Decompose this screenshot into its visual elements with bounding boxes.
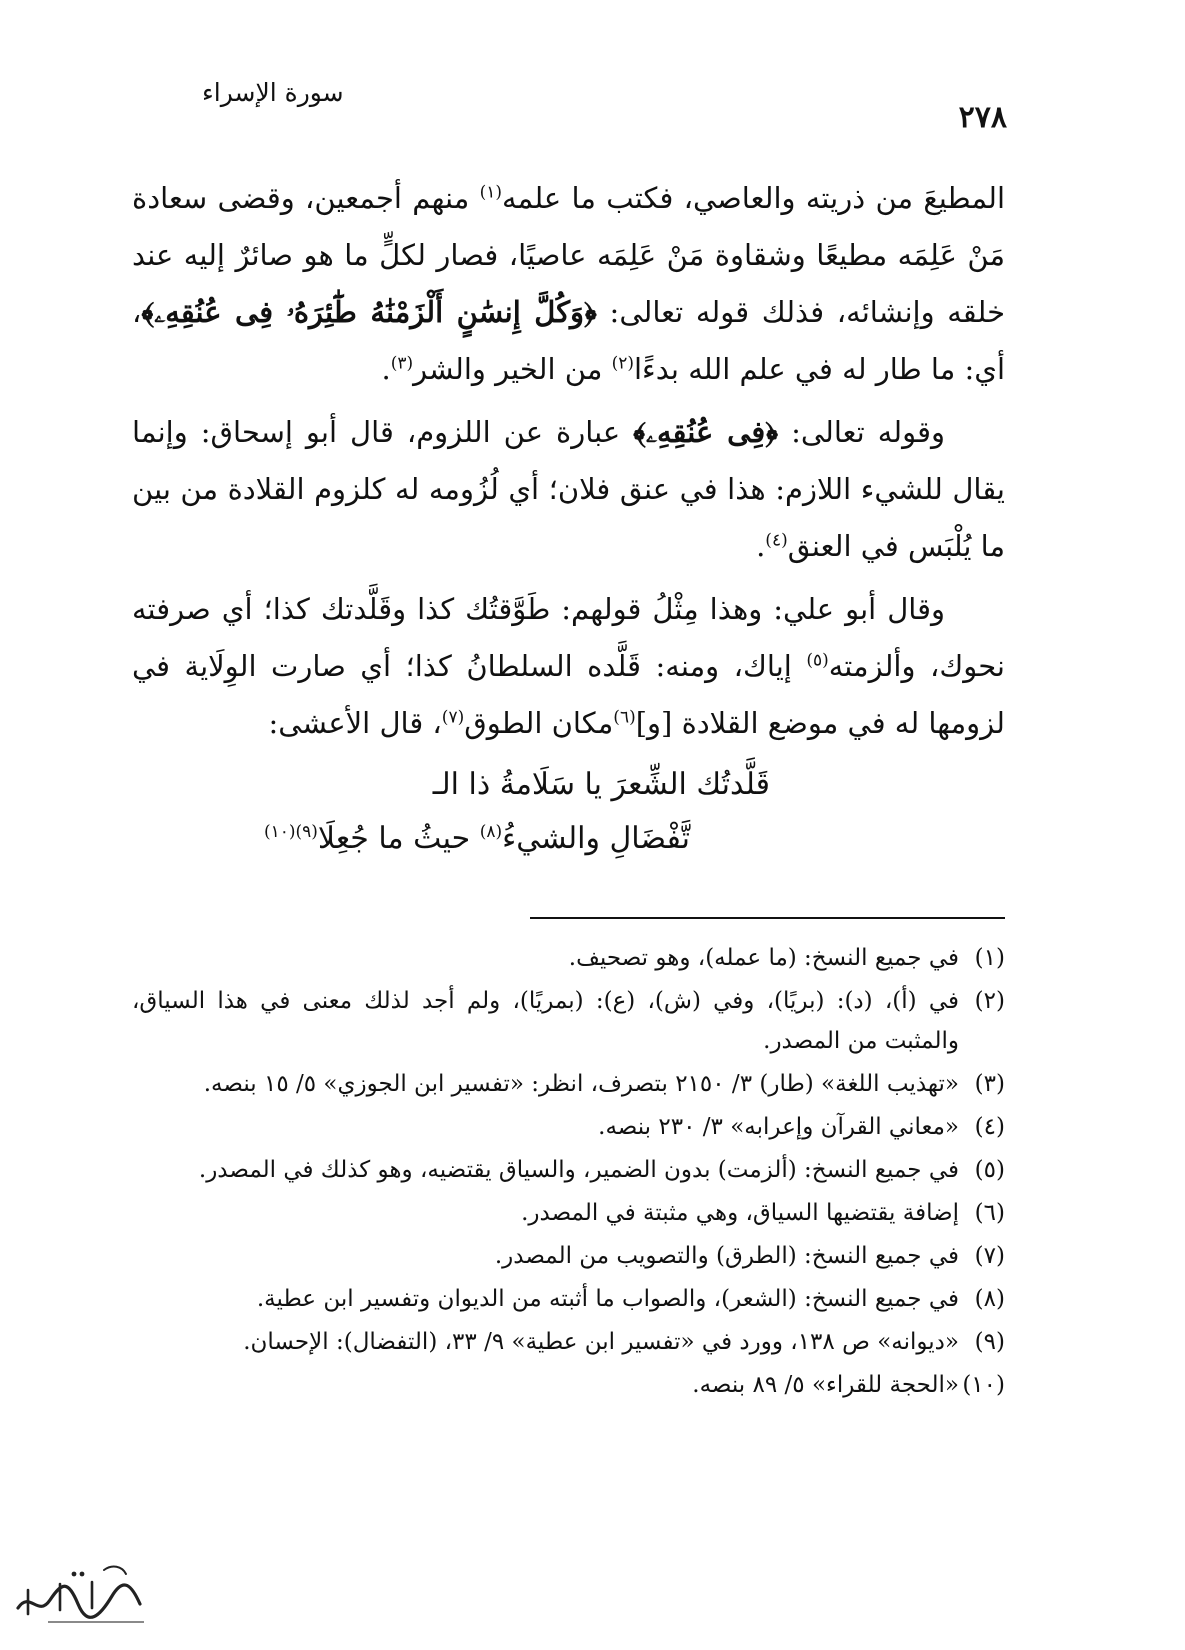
footnote-item (132, 1279, 1005, 1319)
footnote-ref-10[interactable]: (١٠) (263, 822, 296, 842)
text-run: وقوله تعالى: (778, 415, 945, 449)
poem-verse (132, 758, 1005, 866)
footnote-text: «ديوانه» ص ١٣٨، وورد في «تفسير ابن عطية» ٩/ ٣٣، (التفضال): الإحسان. (243, 1329, 959, 1355)
footnote-text: في جميع النسخ: (الشعر)، والصواب ما أثبته من الديوان وتفسير ابن عطية. (256, 1286, 959, 1312)
footnote-ref-5[interactable]: (٥) (806, 650, 829, 671)
footnote-text: في جميع النسخ: (ألزمت) بدون الضمير، والسياق يقتضيه، وهو كذلك في المصدر. (198, 1157, 959, 1183)
footnote-item (132, 1365, 1005, 1405)
footnote-item (132, 1236, 1005, 1276)
footnotes (132, 938, 1005, 1408)
text-run: إياك، ومنه: قَلَّده السلطانُ كذا؛ أي صارت الوِلَاية في لزومها له في موضع القلادة [و] (132, 649, 1005, 740)
text-run: عبارة عن اللزوم، قال أبو إسحاق: وإنما يقال للشيء اللازم: هذا في عنق فلان؛ أي لُزُومه له كلزوم القلادة من بين ما يُلْبَس في العنق (132, 415, 1005, 563)
footnote-item (132, 1064, 1005, 1104)
footnote-number: (٤) (974, 1114, 1005, 1140)
text-run: منهم أجمعين، وقضى سعادة مَنْ عَلِمَه مطيعًا وشقاوة مَنْ عَلِمَه عاصيًا، فصار لكلٍّ ما هو صائرٌ إليه عند خلقه وإنشائه، فذلك قوله تعالى: (132, 181, 1005, 329)
footnote-item (132, 1107, 1005, 1147)
main-text (132, 170, 1005, 866)
footnote-item (132, 938, 1005, 978)
footnote-number: (٧) (974, 1243, 1005, 1269)
footnote-item (132, 981, 1005, 1061)
footnote-text: إضافة يقتضيها السياق، وهي مثبتة في المصدر. (521, 1200, 959, 1226)
text-run: المطيعَ من ذريته والعاصي، فكتب ما علمه (502, 181, 1006, 215)
page-header (178, 78, 1007, 138)
footnote-number: (٦) (974, 1200, 1005, 1226)
footnote-number: (١٠) (962, 1372, 1005, 1398)
text-run: . (756, 529, 766, 563)
poem-hemistich-1: قَلَّدتُك الشِّعرَ يا سَلَامةُ ذا الـ (432, 767, 770, 802)
text-run: مكان الطوق (464, 706, 614, 740)
text-run: . (381, 352, 391, 386)
text-run: حيثُ ما جُعِلَا (317, 821, 480, 856)
quran-verse: ﴿وَكُلَّ إِنسَٰنٍ أَلْزَمْنَٰهُ طَٰٓئِرَهُۥ فِى عُنُقِهِۦ﴾ (141, 295, 597, 329)
footnote-text: «معاني القرآن وإعرابه» ٣/ ٢٣٠ بنصه. (598, 1114, 959, 1140)
footnote-ref-9[interactable]: (٩) (295, 822, 318, 842)
text-run: من الخير والشر (413, 352, 612, 386)
footnote-ref-1[interactable]: (١) (479, 182, 502, 203)
text-run: وقال أبو علي: وهذا مِثْلُ قولهم: طَوَّقتُك كذا وقَلَّدتك كذا؛ أي صرفته نحوك، وألزمته (132, 592, 1006, 683)
footnote-number: (٢) (974, 988, 1005, 1014)
footnote-text: «تهذيب اللغة» (طار) ٣/ ٢١٥٠ بتصرف، انظر: «تفسير ابن الجوزي» ٥/ ١٥ بنصه. (203, 1071, 959, 1097)
library-calligraphy-logo-icon (8, 1560, 148, 1630)
footnote-item (132, 1193, 1005, 1233)
footnote-number: (٣) (974, 1071, 1005, 1097)
text-run: تَّفْضَالِ والشيءُ (502, 821, 690, 856)
poem-hemistich-2 (132, 812, 1005, 866)
footnote-text: في جميع النسخ: (الطرق) والتصويب من المصدر. (494, 1243, 959, 1269)
quran-verse: ﴿فِى عُنُقِهِۦ﴾ (633, 415, 779, 449)
footnote-ref-7[interactable]: (٧) (441, 707, 465, 728)
footnote-ref-3[interactable]: (٣) (390, 353, 414, 374)
text-run: ، قال الأعشى: (268, 706, 442, 740)
footnote-ref-2[interactable]: (٢) (611, 353, 634, 374)
paragraph-2 (132, 404, 1005, 575)
page-number: ٢٧٨ (958, 100, 1007, 135)
paragraph-3 (132, 581, 1005, 752)
footnote-item (132, 1322, 1005, 1362)
footnote-item (132, 1150, 1005, 1190)
paragraph-1 (132, 170, 1005, 398)
footnote-ref-4[interactable]: (٤) (765, 530, 788, 551)
footnote-ref-8[interactable]: (٨) (479, 822, 503, 842)
footnote-text: «الحجة للقراء» ٥/ ٨٩ بنصه. (692, 1372, 959, 1398)
text-run: ، أي: ما طار له في علم الله بدءًا (132, 295, 1005, 386)
footnote-text: في (أ)، (د): (بريًا)، وفي (ش)، (ع): (بمريًا)، ولم أجد لذلك معنى في هذا السياق، والمثبت من المصدر. (132, 988, 959, 1054)
footnote-ref-6[interactable]: (٦) (613, 707, 636, 728)
footnote-number: (١) (974, 945, 1005, 971)
footnote-number: (٥) (974, 1157, 1005, 1183)
footnote-number: (٩) (974, 1329, 1005, 1355)
footnote-separator (530, 917, 1005, 919)
footnote-text: في جميع النسخ: (ما عمله)، وهو تصحيف. (568, 945, 959, 971)
running-title: سورة الإسراء (202, 78, 344, 107)
footnote-number: (٨) (974, 1286, 1005, 1312)
